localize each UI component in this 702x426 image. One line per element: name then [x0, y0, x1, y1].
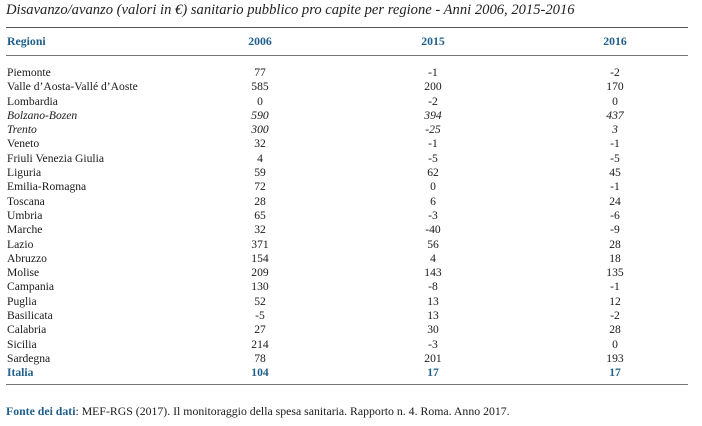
table-row — [6, 252, 688, 266]
table-row — [6, 280, 688, 294]
region-name: Umbria — [7, 208, 43, 222]
region-name: Lazio — [7, 237, 34, 251]
region-name: Lombardia — [7, 94, 58, 108]
value-2015: 4 — [430, 251, 436, 265]
region-name: Campania — [7, 280, 55, 294]
header-regioni: Regioni — [7, 34, 46, 48]
region-name: Puglia — [7, 294, 37, 308]
region-name: Trento — [7, 123, 37, 137]
value-2016: 170 — [606, 80, 624, 94]
value-2016: 28 — [609, 237, 621, 251]
value-2015: 6 — [430, 194, 436, 208]
table-row — [6, 309, 688, 323]
region-name: Friuli Venezia Giulia — [7, 151, 105, 165]
region-name: Liguria — [7, 166, 42, 180]
table-row — [6, 338, 688, 352]
value-2006: 28 — [254, 194, 266, 208]
value-2016: -1 — [610, 280, 620, 294]
value-2006: 590 — [251, 108, 269, 122]
table-row — [6, 152, 688, 166]
value-2006: 371 — [251, 237, 269, 251]
value-2015: 13 — [427, 309, 439, 323]
value-2015: -5 — [428, 151, 438, 165]
value-2006: 130 — [251, 280, 269, 294]
value-2006: 65 — [254, 208, 266, 222]
source-note — [6, 404, 510, 419]
value-2006: 77 — [254, 66, 266, 79]
source-text: : MEF-RGS (2017). Il monitoraggio della spesa sanitaria. Rapporto n. 4. Roma. Anno 2017. — [75, 404, 510, 418]
value-2016: 437 — [606, 108, 624, 122]
value-2016: -5 — [610, 151, 620, 165]
source-label: Fonte dei dati — [6, 404, 76, 418]
value-2006: 72 — [254, 180, 266, 194]
value-2015: -40 — [425, 223, 441, 237]
region-name: Sardegna — [7, 351, 51, 365]
region-name: Piemonte — [7, 66, 51, 79]
table-row — [6, 123, 688, 137]
value-2016: -9 — [610, 223, 620, 237]
table-row — [6, 180, 688, 194]
region-name: Veneto — [7, 137, 40, 151]
table-row — [6, 95, 688, 109]
value-2015: -3 — [428, 208, 438, 222]
value-2006: 300 — [251, 123, 269, 137]
value-2016: -6 — [610, 208, 620, 222]
value-2016: 0 — [612, 337, 618, 351]
region-name: Marche — [7, 223, 43, 237]
total-2016: 17 — [609, 366, 621, 380]
total-row — [6, 366, 688, 380]
table-row — [6, 209, 688, 223]
header-2015: 2015 — [421, 34, 445, 48]
value-2016: -2 — [610, 66, 620, 79]
region-name: Basilicata — [7, 309, 53, 323]
region-name: Toscana — [7, 194, 45, 208]
table-title: Disavanzo/avanzo (valori in €) sanitario pubblico pro capite per regione - Anni 2006, 2015-2016 — [6, 2, 575, 18]
value-2006: 32 — [254, 137, 266, 151]
value-2006: 214 — [251, 337, 269, 351]
value-2016: 135 — [606, 266, 624, 280]
value-2006: 78 — [254, 351, 266, 365]
total-name: Italia — [7, 366, 34, 380]
value-2015: -3 — [428, 337, 438, 351]
region-name: Abruzzo — [7, 251, 47, 265]
header-row — [6, 27, 688, 56]
value-2016: 18 — [609, 251, 621, 265]
value-2006: 59 — [254, 166, 266, 180]
value-2016: 12 — [609, 294, 621, 308]
table-row — [6, 295, 688, 309]
table-row — [6, 238, 688, 252]
value-2016: 45 — [609, 166, 621, 180]
value-2016: 3 — [612, 123, 618, 137]
table-row — [6, 109, 688, 123]
table-row — [6, 266, 688, 280]
value-2015: 30 — [427, 323, 439, 337]
spacer-row — [6, 56, 688, 66]
bottom-rule — [6, 384, 688, 385]
header-2016: 2016 — [603, 34, 627, 48]
value-2006: 32 — [254, 223, 266, 237]
value-2015: -8 — [428, 280, 438, 294]
value-2015: 0 — [430, 180, 436, 194]
value-2015: 56 — [427, 237, 439, 251]
value-2006: 154 — [251, 251, 269, 265]
value-2006: 585 — [251, 80, 269, 94]
total-2006: 104 — [251, 366, 269, 380]
value-2015: 143 — [424, 266, 442, 280]
value-2015: -25 — [425, 123, 441, 137]
table-row — [6, 195, 688, 209]
region-name: Molise — [7, 266, 40, 280]
value-2015: -2 — [428, 94, 438, 108]
value-2006: -5 — [255, 309, 265, 323]
value-2016: -1 — [610, 180, 620, 194]
value-2016: -2 — [610, 309, 620, 323]
table-row — [6, 137, 688, 151]
table-row — [6, 80, 688, 94]
value-2016: 24 — [609, 194, 621, 208]
value-2015: -1 — [428, 66, 438, 79]
data-table — [6, 27, 688, 381]
table-row — [6, 323, 688, 337]
value-2016: -1 — [610, 137, 620, 151]
region-name: Valle d’Aosta-Vallé d’Aoste — [7, 80, 138, 94]
table-row — [6, 166, 688, 180]
value-2015: 62 — [427, 166, 439, 180]
value-2015: -1 — [428, 137, 438, 151]
region-name: Calabria — [7, 323, 47, 337]
region-name: Emilia-Romagna — [7, 180, 87, 194]
value-2015: 13 — [427, 294, 439, 308]
value-2016: 28 — [609, 323, 621, 337]
header-2006: 2006 — [248, 34, 272, 48]
value-2006: 27 — [254, 323, 266, 337]
value-2016: 193 — [606, 351, 624, 365]
region-name: Bolzano-Bozen — [7, 108, 78, 122]
value-2016: 0 — [612, 94, 618, 108]
value-2015: 200 — [424, 80, 442, 94]
table-row — [6, 66, 688, 80]
value-2015: 394 — [424, 108, 442, 122]
value-2006: 209 — [251, 266, 269, 280]
region-name: Sicilia — [7, 337, 37, 351]
value-2006: 0 — [257, 94, 263, 108]
total-2015: 17 — [427, 366, 439, 380]
value-2006: 52 — [254, 294, 266, 308]
value-2015: 201 — [424, 351, 442, 365]
table-row — [6, 223, 688, 237]
table-row — [6, 352, 688, 366]
value-2006: 4 — [257, 151, 263, 165]
